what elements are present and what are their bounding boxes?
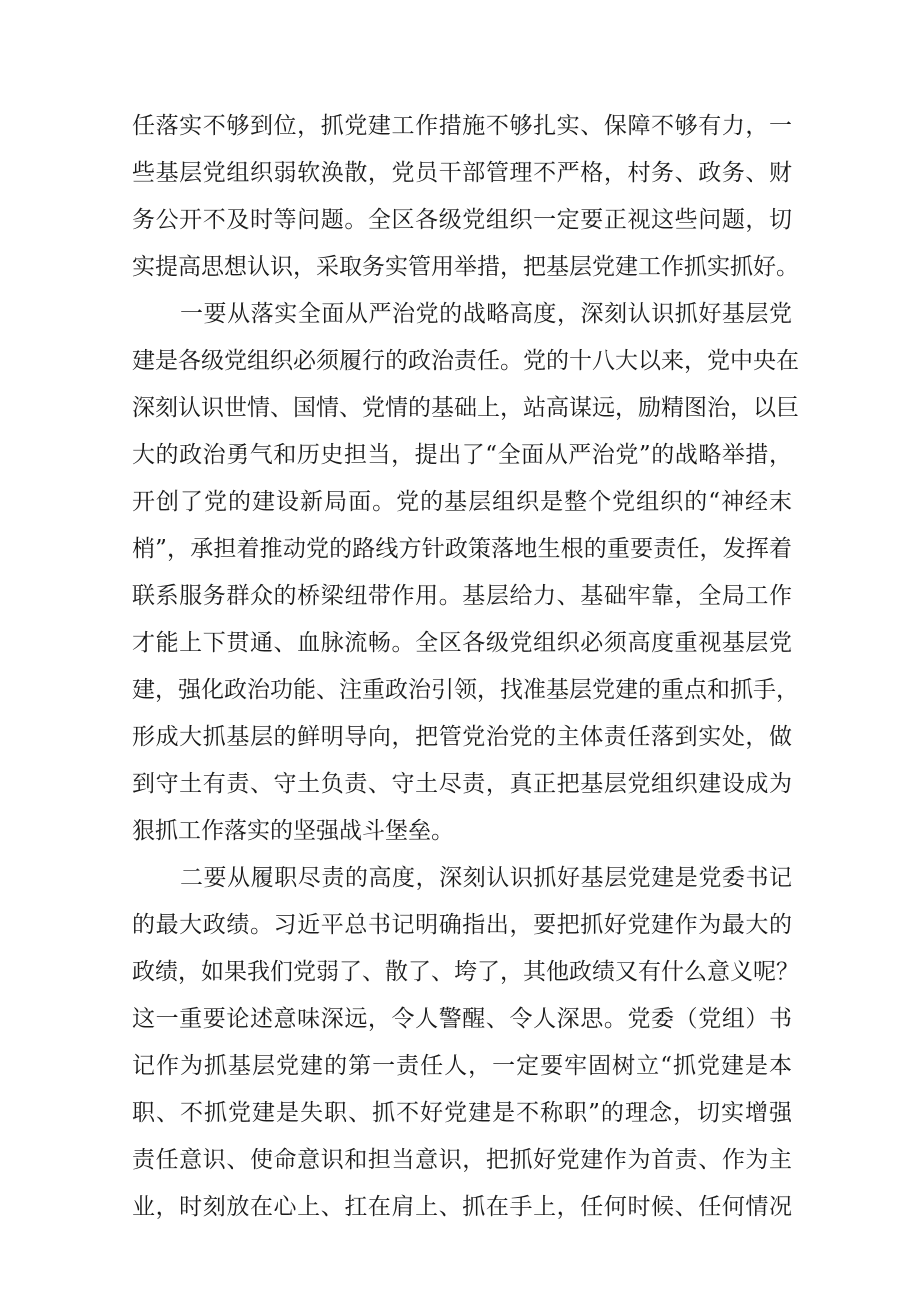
paragraph-2-line-4: 大的政治勇气和历史担当，提出了“全面从严治党”的战略举措， [132,442,792,468]
paragraph-2-line-5: 开创了党的建设新局面。党的基层组织是整个党组织的“神经末 [132,489,792,515]
paragraph-2-line-7: 联系服务群众的桥梁纽带作用。基层给力、基础牢靠，全局工作 [132,583,792,609]
paragraph-1-line-2: 些基层党组织弱软涣散，党员干部管理不严格，村务、政务、财 [132,160,792,186]
paragraph-2-line-3: 深刻认识世情、国情、党情的基础上，站高谋远，励精图治，以巨 [132,395,799,421]
paragraph-3-line-7: 责任意识、使命意识和担当意识，把抓好党建作为首责、作为主 [132,1147,792,1173]
paragraph-3-line-8: 业，时刻放在心上、扛在肩上、抓在手上，任何时候、任何情况 [132,1194,792,1220]
paragraph-3-line-1: 二要从履职尽责的高度，深刻认识抓好基层党建是党委书记 [180,865,792,891]
paragraph-2-line-12: 狠抓工作落实的坚强战斗堡垒。 [132,818,454,844]
paragraph-1-line-1: 任落实不够到位，抓党建工作措施不够扎实、保障不够有力，一 [132,113,792,139]
paragraph-3-line-2: 的最大政绩。习近平总书记明确指出，要把抓好党建作为最大的 [132,912,792,938]
paragraph-2-line-9: 建，强化政治功能、注重政治引领，找准基层党建的重点和抓手， [132,677,799,703]
paragraph-2-line-8: 才能上下贯通、血脉流畅。全区各级党组织必须高度重视基层党 [132,630,792,656]
paragraph-3-line-4: 这一重要论述意味深远，令人警醒、令人深思。党委（党组）书 [132,1006,792,1032]
paragraph-2-line-2: 建是各级党组织必须履行的政治责任。党的十八大以来，党中央在 [132,348,799,374]
paragraph-2-line-6: 梢”，承担着推动党的路线方针政策落地生根的重要责任，发挥着 [132,536,792,562]
paragraph-1-line-4: 实提高思想认识，采取务实管用举措，把基层党建工作抓实抓好。 [132,254,799,280]
paragraph-2-line-10: 形成大抓基层的鲜明导向，把管党治党的主体责任落到实处，做 [132,724,792,750]
paragraph-3-line-3: 政绩，如果我们党弱了、散了、垮了，其他政绩又有什么意义呢？ [132,959,799,985]
paragraph-3-line-5: 记作为抓基层党建的第一责任人，一定要牢固树立“抓党建是本 [132,1053,792,1079]
paragraph-1-line-3: 务公开不及时等问题。全区各级党组织一定要正视这些问题，切 [132,207,792,233]
paragraph-2-line-11: 到守土有责、守土负责、守土尽责，真正把基层党组织建设成为 [132,771,792,797]
paragraph-2-line-1: 一要从落实全面从严治党的战略高度，深刻认识抓好基层党 [180,301,792,327]
paragraph-3-line-6: 职、不抓党建是失职、抓不好党建是不称职”的理念，切实增强 [132,1100,792,1126]
